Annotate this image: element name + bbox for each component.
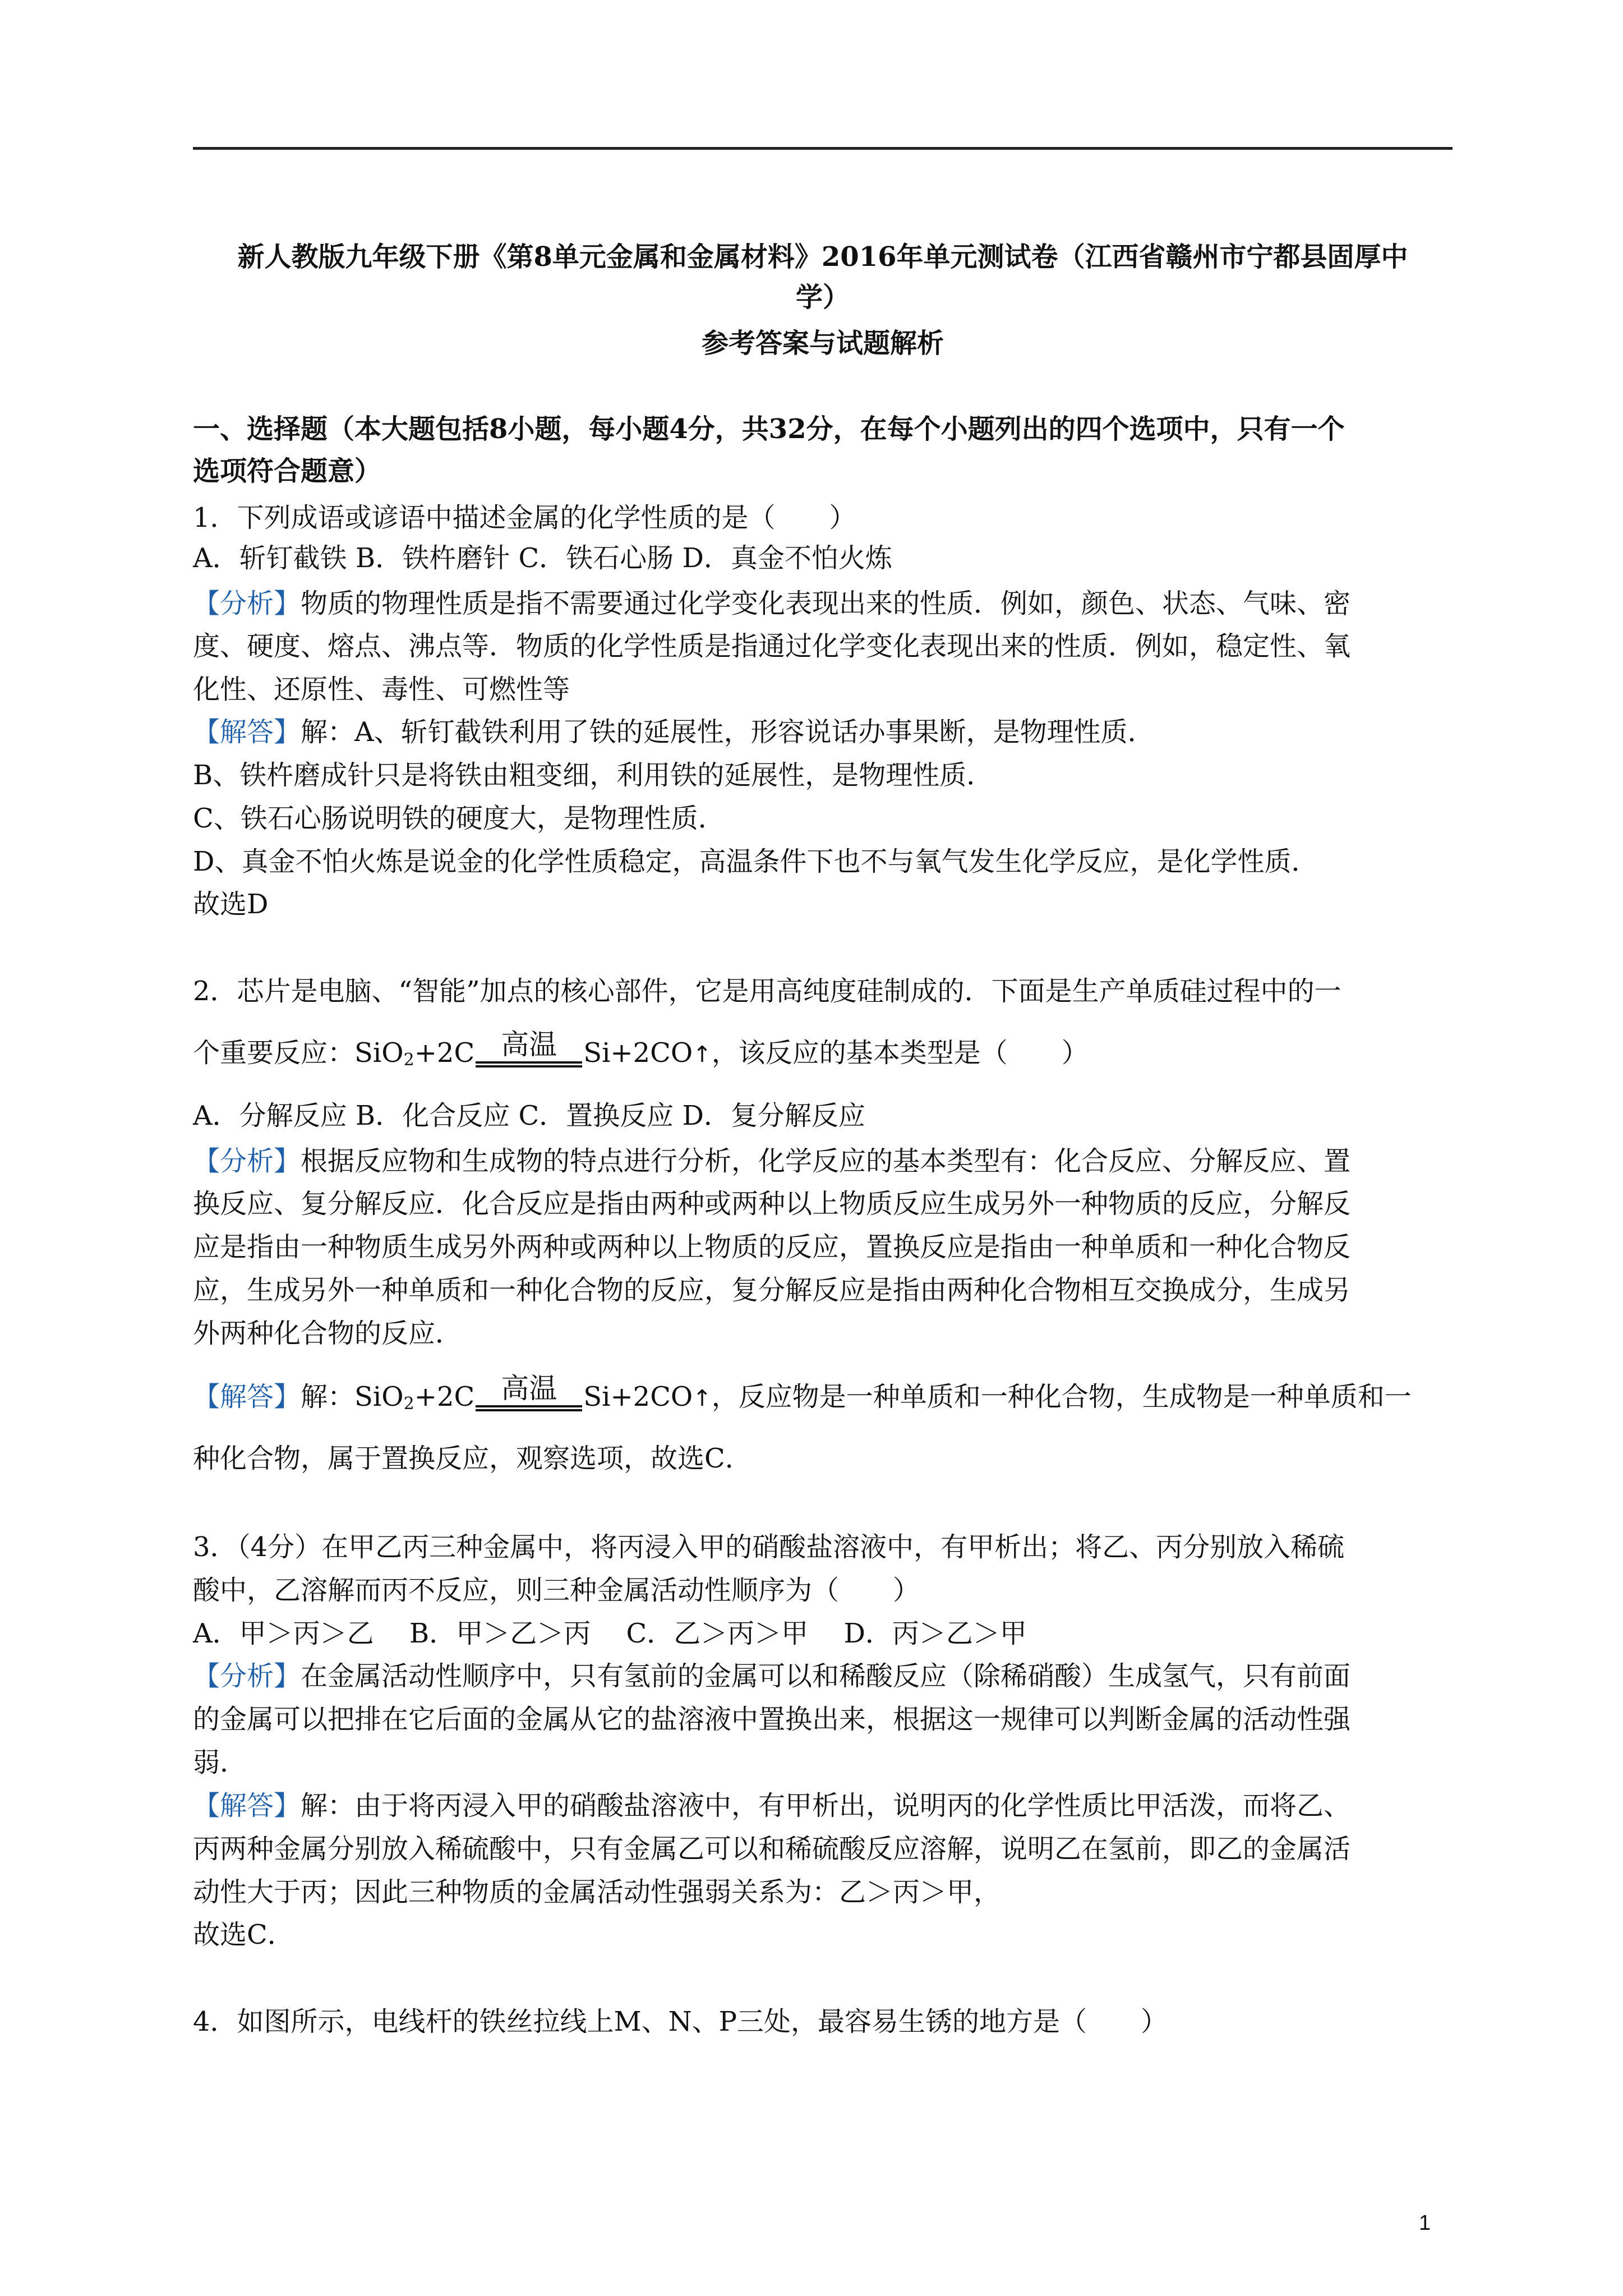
q1-answer-line3: C、铁石心肠说明铁的硬度大，是物理性质． xyxy=(193,803,725,834)
q3-answer-line2: 丙两种金属分别放入稀硫酸中，只有金属乙可以和稀硫酸反应溶解，说明乙在氢前，即乙的金属活 xyxy=(193,1833,1351,1865)
q3-answer-line1: 【解答】解：由于将丙浸入甲的硝酸盐溶液中，有甲析出，说明丙的化学性质比甲活泼，而将乙、 xyxy=(193,1790,1351,1821)
q2-analysis-line4: 应，生成另外一种单质和一种化合物的反应，复分解反应是指由两种化合物相互交换成分，生成另 xyxy=(193,1274,1351,1306)
q1-answer-line2: B、铁杵磨成针只是将铁由粗变细，利用铁的延展性，是物理性质． xyxy=(193,760,994,791)
header-rule xyxy=(193,147,1453,150)
reaction-condition: 高温 xyxy=(476,1030,582,1068)
q2-analysis-line5: 外两种化合物的反应． xyxy=(193,1318,463,1349)
analysis-tag: 【分析】 xyxy=(193,588,301,619)
answer-tag: 【解答】 xyxy=(193,716,301,748)
q3-answer-line3: 动性大于丙；因此三种物质的金属活动性强弱关系为：乙＞丙＞甲， xyxy=(193,1876,1001,1908)
q2-stem-line2: 个重要反应：SiO$_2$+2C 高温 Si+2CO↑，该反应的基本类型是（ ） xyxy=(193,1036,1453,1077)
q1-answer-line4: D、真金不怕火炼是说金的化学性质稳定，高温条件下也不与氧气发生化学反应，是化学性质． xyxy=(193,846,1318,877)
q1-analysis-line3: 化性、还原性、毒性、可燃性等 xyxy=(193,674,570,705)
q3-analysis-line2: 的金属可以把排在它后面的金属从它的盐溶液中置换出来，根据这一规律可以判断金属的活动性强 xyxy=(193,1704,1351,1735)
q3-options: A．甲＞丙＞乙 B．甲＞乙＞丙 C．乙＞丙＞甲 D．丙＞乙＞甲 xyxy=(193,1618,1027,1649)
document-title-line2: 学） xyxy=(795,282,850,313)
answer-tag: 【解答】 xyxy=(193,1790,301,1821)
reaction-condition: 高温 xyxy=(476,1374,582,1411)
page-number: 1 xyxy=(1419,2211,1431,2235)
q4-stem: 4．如图所示，电线杆的铁丝拉线上M、N、P三处，最容易生锈的地方是（ ） xyxy=(193,2006,1168,2037)
q1-analysis-line1: 【分析】物质的物理性质是指不需要通过化学变化表现出来的性质．例如，颜色、状态、气味、密 xyxy=(193,588,1351,619)
q2-answer-line1: 【解答】解：SiO$_2$+2C 高温 Si+2CO↑，反应物是一种单质和一种化合物，生成物是一种单质和一 xyxy=(193,1380,1453,1421)
q2-analysis-line3: 应是指由一种物质生成另外两种或两种以上物质的反应，置换反应是指由一种单质和一种化合物反 xyxy=(193,1231,1351,1263)
section-heading-line2: 选项符合题意） xyxy=(193,455,382,487)
q3-analysis-line1: 【分析】在金属活动性顺序中，只有氢前的金属可以和稀酸反应（除稀硝酸）生成氢气，只有前面 xyxy=(193,1660,1351,1692)
q3-answer-line4: 故选C． xyxy=(193,1919,294,1950)
q1-options: A．斩钉截铁 B．铁杵磨针 C．铁石心肠 D．真金不怕火炼 xyxy=(193,542,892,574)
q3-analysis-line3: 弱． xyxy=(193,1747,247,1778)
q1-stem: 1．下列成语或谚语中描述金属的化学性质的是（ ） xyxy=(193,502,856,533)
section-heading-line1: 一、选择题（本大题包括8小题，每小题4分，共32分，在每个小题列出的四个选项中，只有一个 xyxy=(193,413,1345,445)
document-title-line1: 新人教版九年级下册《第8单元金属和金属材料》2016年单元测试卷（江西省赣州市宁都县固厚中 xyxy=(237,241,1408,273)
q2-stem-line1: 2．芯片是电脑、“智能”加点的核心部件，它是用高纯度硅制成的．下面是生产单质硅过程中的一 xyxy=(193,976,1341,1007)
q1-answer-line1: 【解答】解：A、斩钉截铁利用了铁的延展性，形容说话办事果断，是物理性质． xyxy=(193,716,1155,748)
analysis-tag: 【分析】 xyxy=(193,1145,301,1177)
q1-answer-line5: 故选D xyxy=(193,889,269,920)
q1-analysis-line2: 度、硬度、熔点、沸点等．物质的化学性质是指通过化学变化表现出来的性质．例如，稳定性、氧 xyxy=(193,631,1351,662)
gas-arrow-icon: ↑ xyxy=(693,1386,712,1411)
q3-stem-line1: 3．（4分）在甲乙丙三种金属中，将丙浸入甲的硝酸盐溶液中，有甲析出；将乙、丙分别放入稀硫 xyxy=(193,1531,1345,1563)
answer-tag: 【解答】 xyxy=(193,1381,301,1412)
q2-analysis-line2: 换反应、复分解反应．化合反应是指由两种或两种以上物质反应生成另外一种物质的反应，分解反 xyxy=(193,1188,1351,1220)
q2-analysis-line1: 【分析】根据反应物和生成物的特点进行分析，化学反应的基本类型有：化合反应、分解反应、置 xyxy=(193,1145,1351,1177)
document-subtitle: 参考答案与试题解析 xyxy=(701,328,944,359)
analysis-tag: 【分析】 xyxy=(193,1660,301,1692)
q3-stem-line2: 酸中，乙溶解而丙不反应，则三种金属活动性顺序为（ ） xyxy=(193,1575,920,1606)
gas-arrow-icon: ↑ xyxy=(693,1042,712,1068)
q2-options: A．分解反应 B．化合反应 C．置换反应 D．复分解反应 xyxy=(193,1100,865,1131)
q2-answer-line2: 种化合物，属于置换反应，观察选项，故选C． xyxy=(193,1443,752,1474)
